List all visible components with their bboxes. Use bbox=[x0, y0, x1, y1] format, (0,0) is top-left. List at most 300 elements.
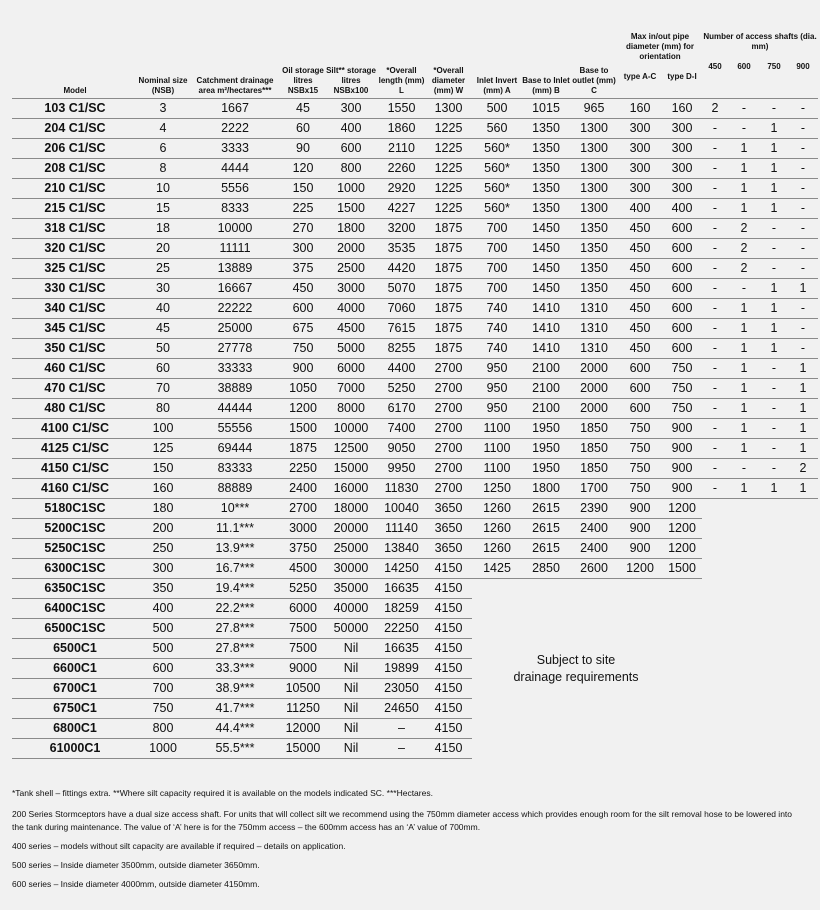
value-cell: 13.9*** bbox=[188, 538, 282, 558]
value-cell: 900 bbox=[618, 518, 662, 538]
value-cell: 16667 bbox=[188, 278, 282, 298]
value-cell: 450 bbox=[618, 298, 662, 318]
value-cell: 3200 bbox=[378, 218, 425, 238]
value-cell: 1 bbox=[760, 138, 788, 158]
model-cell: 6400C1SC bbox=[12, 598, 138, 618]
value-cell: 950 bbox=[472, 398, 522, 418]
value-cell: 20000 bbox=[324, 518, 378, 538]
value-cell: - bbox=[728, 278, 760, 298]
value-cell: 560* bbox=[472, 178, 522, 198]
value-cell: 22.2*** bbox=[188, 598, 282, 618]
value-cell: 19899 bbox=[378, 658, 425, 678]
value-cell: - bbox=[702, 378, 728, 398]
value-cell: 900 bbox=[618, 538, 662, 558]
value-cell: 250 bbox=[138, 538, 188, 558]
value-cell: 1350 bbox=[522, 118, 570, 138]
value-cell: 45 bbox=[282, 98, 324, 118]
value-cell: 10000 bbox=[324, 418, 378, 438]
value-cell: 740 bbox=[472, 298, 522, 318]
col-header-inlet-invert: Inlet Invert (mm) A bbox=[476, 75, 518, 95]
value-cell: - bbox=[788, 178, 818, 198]
value-cell: 750 bbox=[138, 698, 188, 718]
value-cell: 900 bbox=[662, 458, 702, 478]
value-cell: 4150 bbox=[425, 558, 472, 578]
value-cell: 2700 bbox=[425, 418, 472, 438]
value-cell: 1300 bbox=[570, 138, 618, 158]
value-cell: 2400 bbox=[570, 538, 618, 558]
value-cell: 1225 bbox=[425, 158, 472, 178]
value-cell: 300 bbox=[618, 158, 662, 178]
value-cell: – bbox=[378, 718, 425, 738]
value-cell: 400 bbox=[662, 198, 702, 218]
value-cell: 1 bbox=[760, 198, 788, 218]
value-cell: 60 bbox=[282, 118, 324, 138]
value-cell: 750 bbox=[662, 398, 702, 418]
value-cell: 6170 bbox=[378, 398, 425, 418]
value-cell: - bbox=[788, 258, 818, 278]
value-cell: 600 bbox=[662, 258, 702, 278]
value-cell: 1200 bbox=[662, 498, 702, 518]
table-row bbox=[12, 578, 818, 598]
value-cell: 2500 bbox=[324, 258, 378, 278]
pipe-group-title: Max in/out pipe diameter (mm) for orientation bbox=[625, 32, 694, 61]
value-cell: 50000 bbox=[324, 618, 378, 638]
value-cell: 2000 bbox=[570, 358, 618, 378]
value-cell: 1100 bbox=[472, 418, 522, 438]
value-cell: 700 bbox=[138, 678, 188, 698]
value-cell: 12500 bbox=[324, 438, 378, 458]
value-cell: 4400 bbox=[378, 358, 425, 378]
value-cell: 120 bbox=[282, 158, 324, 178]
value-cell: 30 bbox=[138, 278, 188, 298]
value-cell: 88889 bbox=[188, 478, 282, 498]
value-cell: 2000 bbox=[570, 378, 618, 398]
value-cell: 1350 bbox=[522, 178, 570, 198]
col-header-catchment: Catchment drainage area m²/hectares*** bbox=[196, 75, 274, 95]
value-cell: 600 bbox=[618, 358, 662, 378]
value-cell: 2000 bbox=[324, 238, 378, 258]
value-cell: - bbox=[702, 358, 728, 378]
model-cell: 460 C1/SC bbox=[12, 358, 138, 378]
value-cell: 27.8*** bbox=[188, 618, 282, 638]
col-header-length: *Overall length (mm) L bbox=[378, 65, 425, 95]
model-cell: 6600C1 bbox=[12, 658, 138, 678]
value-cell: 180 bbox=[138, 498, 188, 518]
value-cell: 1 bbox=[728, 198, 760, 218]
value-cell: 750 bbox=[618, 458, 662, 478]
value-cell: 500 bbox=[138, 618, 188, 638]
value-cell: 2100 bbox=[522, 398, 570, 418]
model-cell: 5180C1SC bbox=[12, 498, 138, 518]
model-cell: 4150 C1/SC bbox=[12, 458, 138, 478]
value-cell: 1350 bbox=[522, 198, 570, 218]
value-cell: 16635 bbox=[378, 578, 425, 598]
value-cell: 8255 bbox=[378, 338, 425, 358]
value-cell: 10500 bbox=[282, 678, 324, 698]
value-cell: 950 bbox=[472, 358, 522, 378]
value-cell: 1875 bbox=[425, 318, 472, 338]
value-cell: 2 bbox=[702, 98, 728, 118]
value-cell: 2700 bbox=[425, 398, 472, 418]
value-cell: 200 bbox=[138, 518, 188, 538]
model-cell: 6300C1SC bbox=[12, 558, 138, 578]
value-cell: 11140 bbox=[378, 518, 425, 538]
value-cell: 16635 bbox=[378, 638, 425, 658]
col-header-base-to-inlet: Base to Inlet (mm) B bbox=[522, 75, 570, 95]
value-cell: 4227 bbox=[378, 198, 425, 218]
table-row bbox=[12, 238, 818, 258]
value-cell: 1000 bbox=[324, 178, 378, 198]
value-cell: - bbox=[702, 158, 728, 178]
value-cell: 1300 bbox=[570, 178, 618, 198]
table-row bbox=[12, 498, 818, 518]
empty-cell bbox=[702, 558, 818, 578]
value-cell: 4150 bbox=[425, 638, 472, 658]
value-cell: 4150 bbox=[425, 718, 472, 738]
value-cell: 30000 bbox=[324, 558, 378, 578]
value-cell: 300 bbox=[662, 178, 702, 198]
value-cell: 5556 bbox=[188, 178, 282, 198]
table-row bbox=[12, 618, 818, 638]
value-cell: 41.7*** bbox=[188, 698, 282, 718]
value-cell: 2615 bbox=[522, 538, 570, 558]
value-cell: 1 bbox=[760, 118, 788, 138]
value-cell: 750 bbox=[618, 478, 662, 498]
value-cell: 4000 bbox=[324, 298, 378, 318]
value-cell: 27778 bbox=[188, 338, 282, 358]
value-cell: 83333 bbox=[188, 458, 282, 478]
table-row bbox=[12, 378, 818, 398]
table-row bbox=[12, 658, 818, 678]
value-cell: 2850 bbox=[522, 558, 570, 578]
table-row bbox=[12, 398, 818, 418]
value-cell: 4 bbox=[138, 118, 188, 138]
value-cell: 1 bbox=[728, 318, 760, 338]
table-row bbox=[12, 518, 818, 538]
value-cell: - bbox=[788, 98, 818, 118]
value-cell: Nil bbox=[324, 698, 378, 718]
value-cell: 1225 bbox=[425, 118, 472, 138]
value-cell: - bbox=[702, 258, 728, 278]
value-cell: 160 bbox=[618, 98, 662, 118]
value-cell: 375 bbox=[282, 258, 324, 278]
value-cell: - bbox=[760, 398, 788, 418]
value-cell: - bbox=[788, 198, 818, 218]
value-cell: - bbox=[760, 438, 788, 458]
value-cell: 1950 bbox=[522, 458, 570, 478]
value-cell: 1300 bbox=[570, 118, 618, 138]
value-cell: 900 bbox=[662, 478, 702, 498]
value-cell: 740 bbox=[472, 318, 522, 338]
value-cell: 2110 bbox=[378, 138, 425, 158]
value-cell: 225 bbox=[282, 198, 324, 218]
value-cell: 2390 bbox=[570, 498, 618, 518]
value-cell: 2400 bbox=[570, 518, 618, 538]
empty-cell bbox=[702, 538, 818, 558]
table-row bbox=[12, 178, 818, 198]
value-cell: 900 bbox=[282, 358, 324, 378]
empty-cell bbox=[472, 598, 818, 618]
value-cell: 10000 bbox=[188, 218, 282, 238]
value-cell: - bbox=[788, 238, 818, 258]
value-cell: 600 bbox=[282, 298, 324, 318]
footnote-600-series: 600 series – Inside diameter 4000mm, outside diameter 4150mm. bbox=[12, 879, 260, 889]
value-cell: 5070 bbox=[378, 278, 425, 298]
value-cell: - bbox=[702, 138, 728, 158]
value-cell: 2100 bbox=[522, 378, 570, 398]
value-cell: 700 bbox=[472, 238, 522, 258]
table-row bbox=[12, 358, 818, 378]
model-cell: 5250C1SC bbox=[12, 538, 138, 558]
value-cell: 1 bbox=[760, 278, 788, 298]
value-cell: 1 bbox=[760, 338, 788, 358]
value-cell: 600 bbox=[618, 398, 662, 418]
value-cell: 100 bbox=[138, 418, 188, 438]
value-cell: Nil bbox=[324, 658, 378, 678]
value-cell: 160 bbox=[662, 98, 702, 118]
value-cell: 1250 bbox=[472, 478, 522, 498]
value-cell: - bbox=[760, 418, 788, 438]
value-cell: - bbox=[702, 198, 728, 218]
value-cell: 1100 bbox=[472, 458, 522, 478]
empty-cell bbox=[472, 698, 818, 718]
col-header-nominal-size: Nominal size (NSB) bbox=[138, 75, 188, 95]
value-cell: 1450 bbox=[522, 278, 570, 298]
value-cell: 1310 bbox=[570, 298, 618, 318]
value-cell: 1260 bbox=[472, 518, 522, 538]
value-cell: 35000 bbox=[324, 578, 378, 598]
value-cell: 1260 bbox=[472, 538, 522, 558]
footnote-400-series: 400 series – models without silt capacity are available if required – details on application. bbox=[12, 841, 346, 851]
value-cell: 2100 bbox=[522, 358, 570, 378]
value-cell: 40000 bbox=[324, 598, 378, 618]
value-cell: 1 bbox=[728, 138, 760, 158]
table-row bbox=[12, 278, 818, 298]
value-cell: 1 bbox=[728, 478, 760, 498]
value-cell: 1875 bbox=[425, 298, 472, 318]
value-cell: 8333 bbox=[188, 198, 282, 218]
value-cell: - bbox=[788, 118, 818, 138]
value-cell: 2700 bbox=[425, 438, 472, 458]
table-row bbox=[12, 538, 818, 558]
value-cell: - bbox=[788, 158, 818, 178]
value-cell: 1800 bbox=[522, 478, 570, 498]
table-row bbox=[12, 158, 818, 178]
model-cell: 6500C1SC bbox=[12, 618, 138, 638]
value-cell: 1875 bbox=[425, 238, 472, 258]
value-cell: 2250 bbox=[282, 458, 324, 478]
value-cell: 1 bbox=[760, 298, 788, 318]
value-cell: 14250 bbox=[378, 558, 425, 578]
value-cell: 4150 bbox=[425, 658, 472, 678]
value-cell: 300 bbox=[324, 98, 378, 118]
model-cell: 6350C1SC bbox=[12, 578, 138, 598]
footnote-500-series: 500 series – Inside diameter 3500mm, outside diameter 3650mm. bbox=[12, 860, 260, 870]
table-row bbox=[12, 258, 818, 278]
table-row bbox=[12, 678, 818, 698]
value-cell: 1850 bbox=[570, 438, 618, 458]
value-cell: 450 bbox=[618, 278, 662, 298]
value-cell: 560* bbox=[472, 138, 522, 158]
col-header-oil-storage: Oil storage litres NSBx15 bbox=[282, 65, 324, 95]
value-cell: 1050 bbox=[282, 378, 324, 398]
value-cell: 5000 bbox=[324, 338, 378, 358]
value-cell: 4150 bbox=[425, 598, 472, 618]
value-cell: 1 bbox=[728, 418, 760, 438]
value-cell: 750 bbox=[282, 338, 324, 358]
value-cell: 7500 bbox=[282, 638, 324, 658]
value-cell: 2700 bbox=[425, 458, 472, 478]
value-cell: 300 bbox=[662, 158, 702, 178]
value-cell: 1300 bbox=[570, 198, 618, 218]
value-cell: - bbox=[788, 218, 818, 238]
value-cell: 4150 bbox=[425, 578, 472, 598]
value-cell: 9950 bbox=[378, 458, 425, 478]
value-cell: 1 bbox=[760, 158, 788, 178]
value-cell: - bbox=[702, 398, 728, 418]
model-cell: 345 C1/SC bbox=[12, 318, 138, 338]
table-row bbox=[12, 638, 818, 658]
model-cell: 4100 C1/SC bbox=[12, 418, 138, 438]
model-cell: 350 C1/SC bbox=[12, 338, 138, 358]
value-cell: - bbox=[702, 418, 728, 438]
model-cell: 215 C1/SC bbox=[12, 198, 138, 218]
value-cell: 1200 bbox=[662, 518, 702, 538]
value-cell: 1950 bbox=[522, 418, 570, 438]
value-cell: 1350 bbox=[570, 258, 618, 278]
value-cell: 2 bbox=[728, 218, 760, 238]
value-cell: 16.7*** bbox=[188, 558, 282, 578]
value-cell: 1450 bbox=[522, 238, 570, 258]
value-cell: 55.5*** bbox=[188, 738, 282, 758]
value-cell: 1310 bbox=[570, 338, 618, 358]
value-cell: 400 bbox=[324, 118, 378, 138]
value-cell: - bbox=[760, 238, 788, 258]
value-cell: 9050 bbox=[378, 438, 425, 458]
table-row bbox=[12, 298, 818, 318]
value-cell: 70 bbox=[138, 378, 188, 398]
value-cell: 1800 bbox=[324, 218, 378, 238]
table-row bbox=[12, 478, 818, 498]
value-cell: - bbox=[728, 98, 760, 118]
value-cell: 1350 bbox=[570, 238, 618, 258]
value-cell: 1425 bbox=[472, 558, 522, 578]
value-cell: 1 bbox=[728, 358, 760, 378]
value-cell: 1225 bbox=[425, 198, 472, 218]
value-cell: 1860 bbox=[378, 118, 425, 138]
value-cell: 80 bbox=[138, 398, 188, 418]
table-row bbox=[12, 598, 818, 618]
col-header-silt-storage: Silt** storage litres NSBx100 bbox=[326, 65, 376, 95]
empty-cell bbox=[702, 518, 818, 538]
value-cell: 5250 bbox=[282, 578, 324, 598]
value-cell: 18 bbox=[138, 218, 188, 238]
value-cell: 1450 bbox=[522, 218, 570, 238]
table-row bbox=[12, 118, 818, 138]
col-header-shafts-group bbox=[702, 32, 818, 98]
value-cell: Nil bbox=[324, 738, 378, 758]
value-cell: 8000 bbox=[324, 398, 378, 418]
value-cell: 1 bbox=[728, 298, 760, 318]
value-cell: 6000 bbox=[282, 598, 324, 618]
value-cell: 750 bbox=[618, 438, 662, 458]
empty-cell bbox=[472, 618, 818, 638]
value-cell: 300 bbox=[138, 558, 188, 578]
table-row bbox=[12, 418, 818, 438]
value-cell: 2600 bbox=[570, 558, 618, 578]
value-cell: 2700 bbox=[425, 358, 472, 378]
value-cell: 3000 bbox=[282, 518, 324, 538]
value-cell: 2615 bbox=[522, 498, 570, 518]
value-cell: 1300 bbox=[570, 158, 618, 178]
value-cell: 750 bbox=[618, 418, 662, 438]
value-cell: 33.3*** bbox=[188, 658, 282, 678]
value-cell: 500 bbox=[472, 98, 522, 118]
value-cell: 1350 bbox=[570, 218, 618, 238]
value-cell: 1450 bbox=[522, 258, 570, 278]
model-cell: 470 C1/SC bbox=[12, 378, 138, 398]
value-cell: 11111 bbox=[188, 238, 282, 258]
value-cell: 50 bbox=[138, 338, 188, 358]
value-cell: - bbox=[760, 98, 788, 118]
value-cell: 1 bbox=[788, 398, 818, 418]
value-cell: 1260 bbox=[472, 498, 522, 518]
value-cell: 4444 bbox=[188, 158, 282, 178]
value-cell: 2400 bbox=[282, 478, 324, 498]
value-cell: 160 bbox=[138, 478, 188, 498]
site-drainage-note: Subject to site drainage requirements bbox=[513, 653, 639, 684]
value-cell: - bbox=[788, 338, 818, 358]
value-cell: 1200 bbox=[618, 558, 662, 578]
value-cell: - bbox=[702, 338, 728, 358]
value-cell: 1 bbox=[728, 158, 760, 178]
value-cell: 7000 bbox=[324, 378, 378, 398]
value-cell: 2 bbox=[788, 458, 818, 478]
value-cell: 300 bbox=[618, 138, 662, 158]
value-cell: 750 bbox=[662, 358, 702, 378]
value-cell: 1 bbox=[788, 478, 818, 498]
value-cell: 700 bbox=[472, 258, 522, 278]
value-cell: 600 bbox=[662, 218, 702, 238]
empty-cell bbox=[702, 498, 818, 518]
value-cell: 3650 bbox=[425, 538, 472, 558]
value-cell: 45 bbox=[138, 318, 188, 338]
value-cell: 1000 bbox=[138, 738, 188, 758]
value-cell: 1850 bbox=[570, 418, 618, 438]
value-cell: 1875 bbox=[425, 258, 472, 278]
col-header-model: Model bbox=[63, 85, 87, 95]
value-cell: 18000 bbox=[324, 498, 378, 518]
value-cell: 11.1*** bbox=[188, 518, 282, 538]
value-cell: 900 bbox=[662, 418, 702, 438]
value-cell: 3333 bbox=[188, 138, 282, 158]
value-cell: 150 bbox=[138, 458, 188, 478]
value-cell: 15000 bbox=[324, 458, 378, 478]
value-cell: 600 bbox=[618, 378, 662, 398]
value-cell: 2700 bbox=[425, 478, 472, 498]
value-cell: 55556 bbox=[188, 418, 282, 438]
model-cell: 6800C1 bbox=[12, 718, 138, 738]
value-cell: 10 bbox=[138, 178, 188, 198]
value-cell: 700 bbox=[472, 278, 522, 298]
value-cell: 2 bbox=[728, 238, 760, 258]
value-cell: 1350 bbox=[522, 158, 570, 178]
value-cell: 11830 bbox=[378, 478, 425, 498]
value-cell: - bbox=[788, 318, 818, 338]
value-cell: 6 bbox=[138, 138, 188, 158]
value-cell: 1500 bbox=[662, 558, 702, 578]
col-header-diameter: *Overall diameter (mm) W bbox=[431, 65, 466, 95]
